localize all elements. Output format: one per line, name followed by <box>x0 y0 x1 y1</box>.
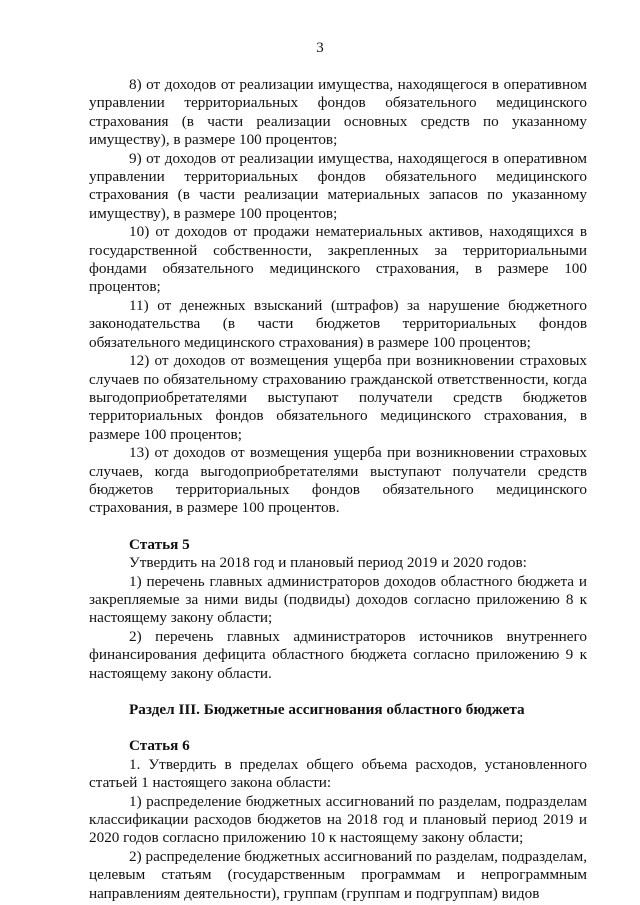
article-6-item-2: 2) распределение бюджетных ассигнований по разделам, подразделам, целевым статьям (государственным программам и непрограммным направлениям деятельности), группам (группам и подгруппам) видов <box>89 847 587 902</box>
list-item-12: 12) от доходов от возмещения ущерба при возникновении страховых случаев по обязательному страхованию гражданской ответственности, когда выгодоприобретателями выступают получатели средств бюджетов территориальных фондов обязательного медицинского страхования, в размере 100 процентов; <box>89 352 587 443</box>
list-item-13: 13) от доходов от возмещения ущерба при возникновении страховых случаев, когда выгодоприобретателями выступают получатели средств бюджетов территориальных фондов обязательного медицинского страхования, в размере 100 процентов. <box>89 444 587 517</box>
article-6-clause-1: 1. Утвердить в пределах общего объема расходов, установленного статьей 1 настоящего закона области: <box>89 755 587 792</box>
list-item-8: 8) от доходов от реализации имущества, находящегося в оперативном управлении территориальных фондов обязательного медицинского страхования (в части реализации основных средств по указанному имуществу), в размере 100 процентов; <box>89 76 587 149</box>
article-6-item-1: 1) распределение бюджетных ассигнований по разделам, подразделам классификации расходов бюджетов на 2018 год и плановый период 2019 и 2020 годов согласно приложению 10 к настоящему закону области; <box>89 792 587 847</box>
list-item-10: 10) от доходов от продажи нематериальных активов, находящихся в государственной собственности, закрепленных за территориальными фондами обязательного медицинского страхования, в размере 100 процентов; <box>89 223 587 296</box>
document-body <box>89 76 587 903</box>
article-5-heading: Статья 5 <box>129 535 190 553</box>
page-number: 3 <box>316 40 324 56</box>
article-5-intro: Утвердить на 2018 год и плановый период 2019 и 2020 годов: <box>129 554 527 572</box>
list-item-11: 11) от денежных взысканий (штрафов) за нарушение бюджетного законодательства (в части бюджетов территориальных фондов обязательного медицинского страхования) в размере 100 процентов; <box>89 296 587 351</box>
section-3-heading: Раздел III. Бюджетные ассигнования областного бюджета <box>129 701 525 718</box>
article-6-heading: Статья 6 <box>129 737 190 755</box>
article-5-item-1: 1) перечень главных администраторов доходов областного бюджета и закрепляемые за ними виды (подвиды) доходов согласно приложению 8 к настоящему закону области; <box>89 572 587 627</box>
list-item-9: 9) от доходов от реализации имущества, находящегося в оперативном управлении территориальных фондов обязательного медицинского страхования (в части реализации материальных запасов по указанному имуществу), в размере 100 процентов; <box>89 149 587 222</box>
article-5-item-2: 2) перечень главных администраторов источников внутреннего финансирования дефицита областного бюджета согласно приложению 9 к настоящему закону области. <box>89 627 587 682</box>
